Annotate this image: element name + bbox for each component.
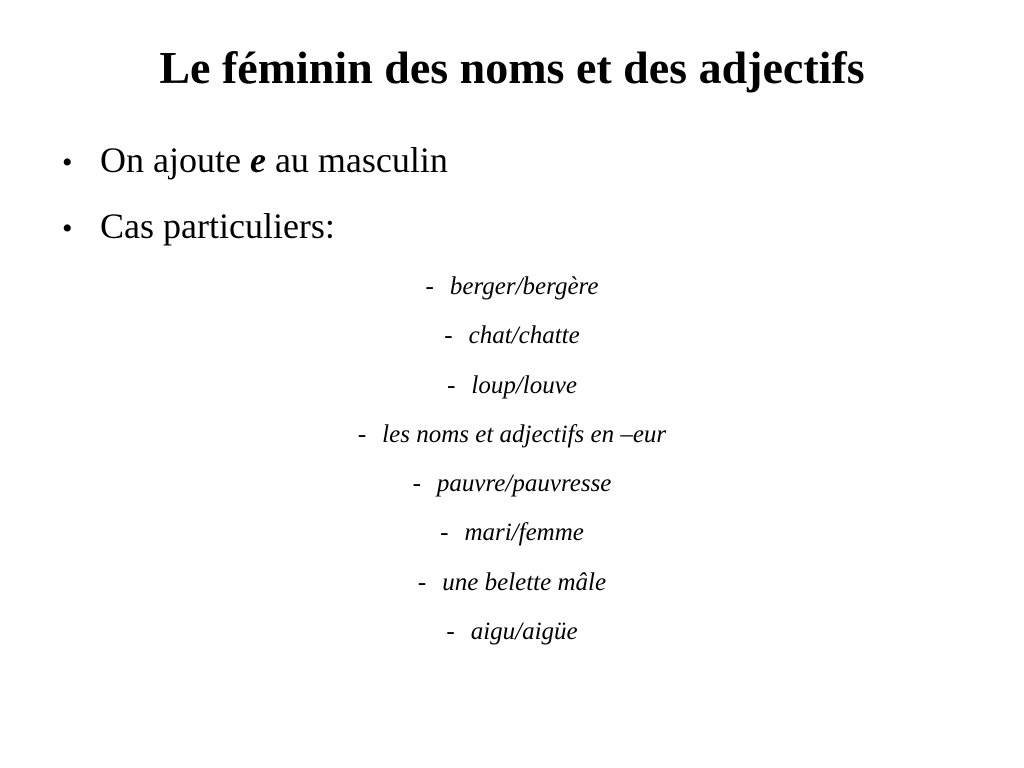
list-item-text: une belette mâle xyxy=(442,568,607,596)
bullet-text: Cas particuliers: xyxy=(100,206,335,246)
list-item-text: pauvre/pauvresse xyxy=(436,470,612,498)
bullet-marker: • xyxy=(62,146,73,179)
list-item xyxy=(0,361,1024,410)
list-item-text: mari/femme xyxy=(464,519,584,547)
list-item-text: chat/chatte xyxy=(468,322,580,350)
bullet-item-add-e xyxy=(62,134,448,200)
list-item xyxy=(0,558,1024,607)
bullet-marker: • xyxy=(62,212,73,245)
list-item xyxy=(0,459,1024,508)
list-item-text: berger/bergère xyxy=(449,273,599,300)
bullet-text-after: au masculin xyxy=(265,140,448,180)
list-item xyxy=(0,410,1024,459)
slide-title: Le féminin des noms et des adjectifs xyxy=(159,42,865,93)
list-item xyxy=(0,508,1024,557)
dash-marker: - xyxy=(440,519,449,547)
bullet-text xyxy=(100,134,448,187)
list-item xyxy=(0,607,1024,656)
list-item-text: aigu/aigüe xyxy=(470,618,578,646)
dash-marker: - xyxy=(412,470,421,498)
bullet-text-before: On ajoute xyxy=(100,140,250,180)
dash-marker: - xyxy=(425,273,434,300)
list-item-text: loup/louve xyxy=(471,371,577,399)
list-item xyxy=(0,311,1024,360)
list-item xyxy=(0,262,1024,311)
dash-marker: - xyxy=(447,371,456,399)
bullet-emphasis: e xyxy=(249,140,266,180)
list-item-text: les noms et adjectifs en –eur xyxy=(382,420,667,448)
dash-marker: - xyxy=(417,568,427,596)
dash-marker: - xyxy=(444,322,453,350)
bullet-list xyxy=(62,134,448,266)
bullet-item-special-cases xyxy=(62,200,448,266)
special-cases-list xyxy=(0,262,1024,656)
dash-marker: - xyxy=(446,618,455,646)
dash-marker: - xyxy=(357,420,367,448)
